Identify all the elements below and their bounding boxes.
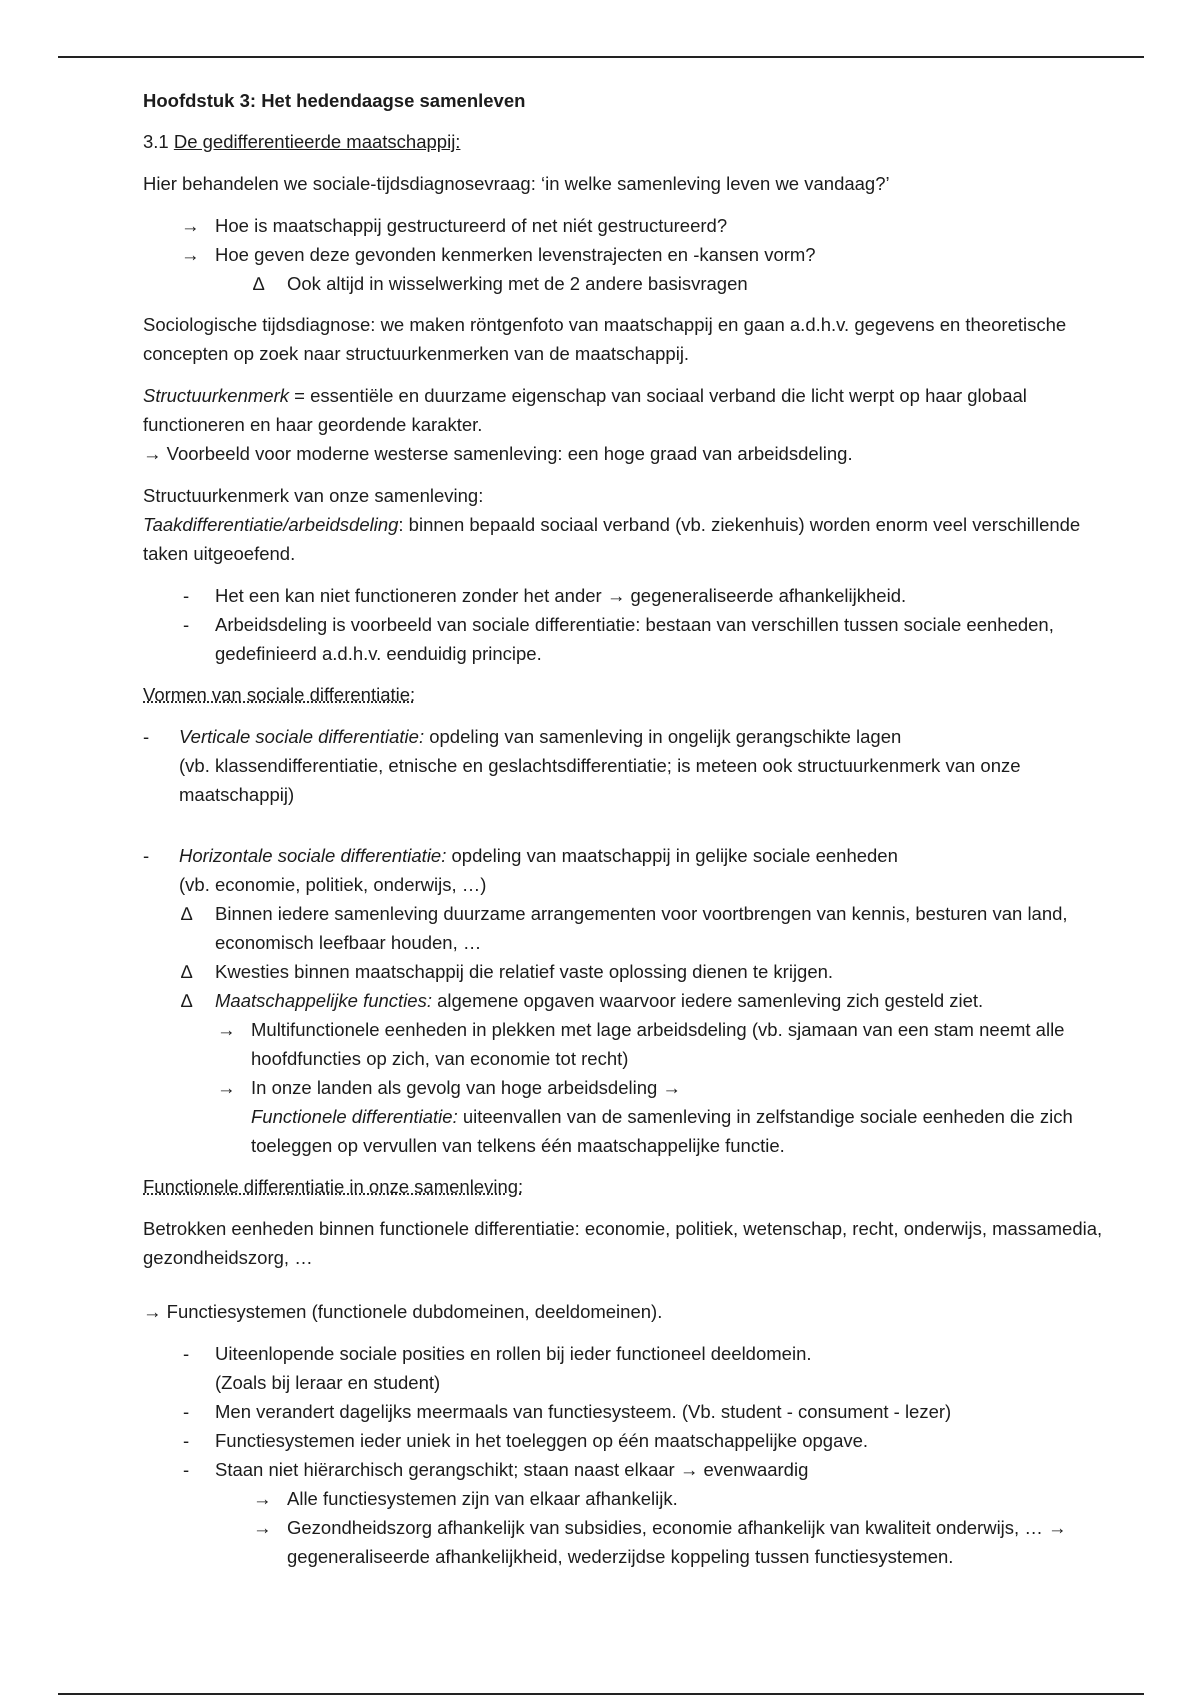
list-item [143, 1339, 1103, 1397]
taak-term: Taakdifferentiatie/arbeidsdeling [143, 514, 399, 535]
functiesystemen-item-1-detail: (Zoals bij leraar en student) [215, 1372, 441, 1393]
list-item [143, 581, 1103, 610]
list-item [143, 269, 1103, 298]
section-heading [143, 127, 1103, 156]
list-item [143, 957, 1103, 986]
dash-icon: - [183, 1430, 190, 1451]
taak-text: : binnen bepaald sociaal verband (vb. ziekenhuis) worden enorm veel verschillende taken uitgeoefend. [143, 514, 1081, 564]
functioneel-heading: Functionele differentiatie in onze samenleving: [143, 1176, 524, 1197]
structuurkenmerk-text: = essentiële en duurzame eigenschap van sociaal verband die licht werpt op haar globaal functioneren en haar geordende karakter. [143, 385, 1027, 435]
dash-icon: - [183, 614, 190, 635]
functiesystemen-item-2: Men verandert dagelijks meermaals van functiesysteem. (Vb. student - consument - lezer) [215, 1401, 952, 1422]
final-arrow-2: Gezondheidszorg afhankelijk van subsidies, economie afhankelijk van kwaliteit onderwijs, … → gegeneraliseerde afhankelijkheid, wederzijdse koppeling tussen functiesystemen. [287, 1517, 1067, 1567]
betrokken-paragraph: Betrokken eenheden binnen functionele differentiatie: economie, politiek, wetenschap, recht, onderwijs, massamedia, gezondheidszorg, … [143, 1218, 1103, 1268]
arrow-icon: → [217, 1077, 236, 1098]
maatschappelijke-text: algemene opgaven waarvoor iedere samenleving zich gesteld ziet. [431, 990, 984, 1011]
intro-item-2: Hoe geven deze gevonden kenmerken levenstrajecten en -kansen vorm? [215, 244, 816, 265]
dash-icon: - [143, 845, 150, 866]
structuurkenmerk-example: → Voorbeeld voor moderne westerse samenleving: een hoge graad van arbeidsdeling. [143, 443, 853, 464]
footer-rule [58, 1693, 1144, 1695]
samenleving-heading: Structuurkenmerk van onze samenleving: [143, 485, 484, 506]
functioneel-text: uiteenvallen van de samenleving in zelfstandige sociale eenheden die zich toeleggen op vervullen van telkens één maatschappelijke functie. [251, 1106, 1073, 1156]
functiesystemen-item-3: Functiesystemen ieder uniek in het toeleggen op één maatschappelijke opgave. [215, 1430, 869, 1451]
horizontaal-text: opdeling van maatschappij in gelijke sociale eenheden [446, 845, 898, 866]
taakdifferentiatie-definition [143, 510, 1103, 568]
dash-icon: - [183, 1401, 190, 1422]
verticaal-term: Verticale sociale differentiatie: [179, 726, 425, 747]
intro-item-1: Hoe is maatschappij gestructureerd of net niét gestructureerd? [215, 215, 728, 236]
maatschappelijke-term: Maatschappelijke functies: [215, 990, 432, 1011]
dash-icon: - [143, 726, 150, 747]
horizontaal-detail: (vb. economie, politiek, onderwijs, …) [179, 874, 487, 895]
tijdsdiagnose-paragraph: Sociologische tijdsdiagnose: we maken röntgenfoto van maatschappij en gaan a.d.h.v. gegevens en theoretische concepten op zoek naar structuurkenmerken van de maatschappij. [143, 314, 1067, 364]
functiesystemen-line: → Functiesystemen (functionele dubdomeinen, deeldomeinen). [143, 1301, 663, 1322]
verticaal-text: opdeling van samenleving in ongelijk gerangschikte lagen [424, 726, 902, 747]
document-body [143, 86, 1103, 1571]
chapter-title: Hoofdstuk 3: Het hedendaagse samenleven [143, 90, 526, 111]
arrow-icon: → [253, 1488, 272, 1509]
structuurkenmerk-definition [143, 381, 1103, 439]
functiesystemen-item-1: Uiteenlopende sociale posities en rollen bij ieder functioneel deeldomein. [215, 1343, 812, 1364]
functioneel-term: Functionele differentiatie: [251, 1106, 458, 1127]
list-item [143, 240, 1103, 269]
section-title: De gedifferentieerde maatschappij: [173, 131, 461, 152]
list-item [143, 610, 1103, 668]
dash-icon: - [183, 585, 190, 606]
horizontaal-item-2: Kwesties binnen maatschappij die relatief vaste oplossing dienen te krijgen. [215, 961, 834, 982]
delta-icon: ∆ [181, 990, 193, 1011]
verticaal-detail: (vb. klassendifferentiatie, etnische en geslachtsdifferentiatie; is meteen ook structuurkenmerk van onze maatschappij) [179, 755, 1021, 805]
list-item [143, 841, 1103, 899]
dash-icon: - [183, 1343, 190, 1364]
horizontaal-item-1: Binnen iedere samenleving duurzame arrangementen voor voortbrengen van kennis, besturen van land, economisch leefbaar houden, … [215, 903, 1068, 953]
arrow-icon: → [181, 215, 200, 236]
header-rule [58, 56, 1144, 58]
list-item [143, 899, 1103, 957]
list-item [143, 211, 1103, 240]
delta-icon: ∆ [181, 903, 193, 924]
arrow-icon: → [253, 1517, 272, 1538]
list-item [143, 1513, 1103, 1571]
taak-item-1: Het een kan niet functioneren zonder het ander → gegeneraliseerde afhankelijkheid. [215, 585, 907, 606]
horizontaal-term: Horizontale sociale differentiatie: [179, 845, 447, 866]
list-item [143, 1015, 1103, 1073]
arrow-icon: → [217, 1019, 236, 1040]
delta-icon: ∆ [253, 273, 265, 294]
maatschappelijke-arrow-2: In onze landen als gevolg van hoge arbeidsdeling → [251, 1077, 681, 1098]
taak-item-2: Arbeidsdeling is voorbeeld van sociale differentiatie: bestaan van verschillen tussen sociale eenheden, gedefinieerd a.d.h.v. eenduidig principe. [215, 614, 1054, 664]
maatschappelijke-arrow-1: Multifunctionele eenheden in plekken met lage arbeidsdeling (vb. sjamaan van een stam neemt alle hoofdfuncties op zich, van economie tot recht) [251, 1019, 1065, 1069]
list-item [143, 722, 1103, 809]
list-item [143, 1397, 1103, 1426]
delta-icon: ∆ [181, 961, 193, 982]
section-number: 3.1 [143, 131, 174, 152]
list-item [143, 1455, 1103, 1484]
arrow-icon: → [181, 244, 200, 265]
list-item [143, 1073, 1103, 1160]
list-item [143, 1426, 1103, 1455]
final-arrow-1: Alle functiesystemen zijn van elkaar afhankelijk. [287, 1488, 678, 1509]
intro-paragraph: Hier behandelen we sociale-tijdsdiagnosevraag: ‘in welke samenleving leven we vandaag?’ [143, 173, 890, 194]
vormen-heading: Vormen van sociale differentiatie: [143, 684, 416, 705]
structuurkenmerk-term: Structuurkenmerk [143, 385, 289, 406]
list-item [143, 986, 1103, 1015]
functiesystemen-item-4: Staan niet hiërarchisch gerangschikt; staan naast elkaar → evenwaardig [215, 1459, 809, 1480]
dash-icon: - [183, 1459, 190, 1480]
list-item [143, 1484, 1103, 1513]
intro-subitem: Ook altijd in wisselwerking met de 2 andere basisvragen [287, 273, 748, 294]
